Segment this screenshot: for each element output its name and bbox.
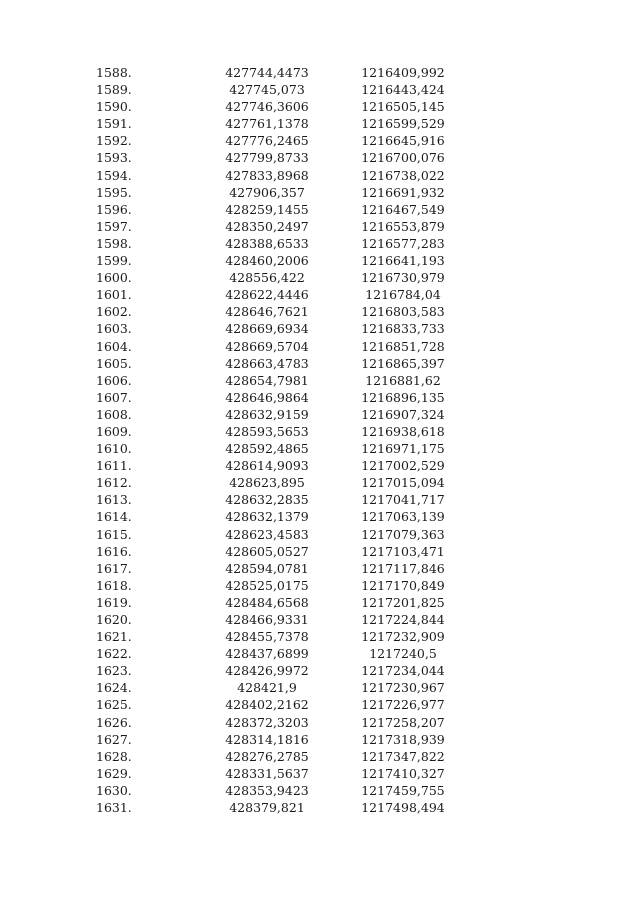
x-coordinate: 427833,8968	[225, 167, 309, 183]
point-number: 1604.	[96, 338, 132, 354]
y-coordinate: 1216881,62	[365, 372, 441, 388]
x-coordinate: 428556,422	[229, 270, 305, 286]
y-coordinate: 1216938,618	[361, 423, 445, 439]
x-coordinate: 428622,4446	[225, 287, 309, 303]
table-row	[96, 269, 478, 286]
table-row	[96, 799, 478, 816]
y-coordinate: 1216971,175	[361, 441, 445, 457]
point-number: 1614.	[96, 509, 132, 525]
point-number: 1612.	[96, 475, 132, 491]
x-coordinate: 428331,5637	[225, 765, 309, 781]
point-number: 1615.	[96, 526, 132, 542]
y-coordinate: 1216409,992	[361, 65, 445, 80]
table-row	[96, 132, 478, 149]
table-row	[96, 355, 478, 372]
table-row	[96, 338, 478, 355]
table-row	[96, 64, 478, 81]
x-coordinate: 428623,895	[229, 475, 305, 491]
coordinate-table	[96, 64, 478, 816]
point-number: 1607.	[96, 389, 132, 405]
y-coordinate: 1216645,916	[361, 133, 445, 149]
table-row	[96, 560, 478, 577]
x-coordinate: 428623,4583	[225, 526, 309, 542]
table-row	[96, 149, 478, 166]
y-coordinate: 1217103,471	[361, 543, 445, 559]
table-row	[96, 286, 478, 303]
x-coordinate: 428669,6934	[225, 321, 309, 337]
y-coordinate: 1217240,5	[369, 646, 437, 662]
y-coordinate: 1217015,094	[361, 475, 445, 491]
point-number: 1598.	[96, 235, 132, 251]
point-number: 1630.	[96, 782, 132, 798]
point-number: 1605.	[96, 355, 132, 371]
point-number: 1603.	[96, 321, 132, 337]
table-row	[96, 543, 478, 560]
x-coordinate: 428259,1455	[225, 201, 309, 217]
point-number: 1617.	[96, 560, 132, 576]
x-coordinate: 427906,357	[229, 184, 305, 200]
point-number: 1599.	[96, 253, 132, 269]
x-coordinate: 428421,9	[237, 680, 297, 696]
point-number: 1611.	[96, 458, 132, 474]
x-coordinate: 428592,4865	[225, 441, 309, 457]
x-coordinate: 428646,7621	[225, 304, 309, 320]
y-coordinate: 1217041,717	[361, 492, 445, 508]
table-row	[96, 491, 478, 508]
x-coordinate: 428466,9331	[225, 612, 309, 627]
y-coordinate: 1217347,822	[361, 748, 445, 764]
table-row	[96, 474, 478, 491]
y-coordinate: 1217318,939	[361, 731, 445, 747]
point-number: 1629.	[96, 765, 132, 781]
y-coordinate: 1216730,979	[361, 270, 445, 286]
x-coordinate: 428276,2785	[225, 748, 309, 764]
table-row	[96, 406, 478, 423]
y-coordinate: 1216505,145	[361, 99, 445, 115]
point-number: 1600.	[96, 270, 132, 286]
x-coordinate: 428314,1816	[225, 731, 309, 747]
x-coordinate: 428379,821	[229, 800, 305, 816]
point-number: 1596.	[96, 201, 132, 217]
table-row	[96, 389, 478, 406]
y-coordinate: 1217232,909	[361, 629, 445, 645]
point-number: 1624.	[96, 680, 132, 696]
y-coordinate: 1217230,967	[361, 680, 445, 696]
point-number: 1595.	[96, 184, 132, 200]
y-coordinate: 1217410,327	[361, 765, 445, 781]
x-coordinate: 427761,1378	[225, 116, 309, 132]
table-row	[96, 303, 478, 320]
y-coordinate: 1216691,932	[361, 184, 445, 200]
point-number: 1610.	[96, 441, 132, 457]
table-row	[96, 679, 478, 696]
y-coordinate: 1216907,324	[361, 406, 445, 422]
x-coordinate: 428593,5653	[225, 423, 309, 439]
y-coordinate: 1216784,04	[365, 287, 441, 303]
y-coordinate: 1217459,755	[361, 782, 445, 798]
x-coordinate: 428388,6533	[225, 235, 309, 251]
y-coordinate: 1216865,397	[361, 355, 445, 371]
point-number: 1628.	[96, 748, 132, 764]
x-coordinate: 428632,2835	[225, 492, 309, 508]
table-row	[96, 594, 478, 611]
coordinate-table-body	[96, 64, 478, 816]
table-row	[96, 765, 478, 782]
table-row	[96, 782, 478, 799]
table-row	[96, 167, 478, 184]
table-row	[96, 440, 478, 457]
x-coordinate: 428350,2497	[225, 218, 309, 234]
y-coordinate: 1216641,193	[361, 253, 445, 269]
table-row	[96, 115, 478, 132]
table-row	[96, 748, 478, 765]
y-coordinate: 1216700,076	[361, 150, 445, 166]
table-row	[96, 577, 478, 594]
table-row	[96, 457, 478, 474]
x-coordinate: 428632,9159	[225, 406, 309, 422]
table-row	[96, 201, 478, 218]
y-coordinate: 1216851,728	[361, 338, 445, 354]
table-row	[96, 252, 478, 269]
point-number: 1602.	[96, 304, 132, 320]
point-number: 1619.	[96, 594, 132, 610]
point-number: 1592.	[96, 133, 132, 149]
x-coordinate: 428372,3203	[225, 714, 309, 730]
x-coordinate: 428646,9864	[225, 389, 309, 405]
y-coordinate: 1217224,844	[361, 612, 445, 627]
y-coordinate: 1217063,139	[361, 509, 445, 525]
point-number: 1616.	[96, 543, 132, 559]
point-number: 1597.	[96, 218, 132, 234]
table-row	[96, 218, 478, 235]
y-coordinate: 1216577,283	[361, 235, 445, 251]
y-coordinate: 1216553,879	[361, 218, 445, 234]
table-row	[96, 184, 478, 201]
y-coordinate: 1216833,733	[361, 321, 445, 337]
y-coordinate: 1216896,135	[361, 389, 445, 405]
x-coordinate: 428669,5704	[225, 338, 309, 354]
x-coordinate: 427744,4473	[225, 65, 309, 80]
point-number: 1620.	[96, 612, 132, 627]
x-coordinate: 428525,0175	[225, 577, 309, 593]
x-coordinate: 427776,2465	[225, 133, 309, 149]
y-coordinate: 1217079,363	[361, 526, 445, 542]
point-number: 1588.	[96, 65, 132, 80]
x-coordinate: 428426,9972	[225, 663, 309, 679]
table-row	[96, 526, 478, 543]
point-number: 1622.	[96, 646, 132, 662]
table-row	[96, 372, 478, 389]
table-row	[96, 696, 478, 713]
table-row	[96, 98, 478, 115]
table-row	[96, 714, 478, 731]
y-coordinate: 1217201,825	[361, 594, 445, 610]
x-coordinate: 428605,0527	[225, 543, 309, 559]
y-coordinate: 1217498,494	[361, 800, 445, 816]
point-number: 1591.	[96, 116, 132, 132]
point-number: 1589.	[96, 82, 132, 98]
table-row	[96, 81, 478, 98]
point-number: 1609.	[96, 423, 132, 439]
table-row	[96, 611, 478, 628]
point-number: 1631.	[96, 800, 132, 816]
point-number: 1594.	[96, 167, 132, 183]
y-coordinate: 1217234,044	[361, 663, 445, 679]
x-coordinate: 428460,2006	[225, 253, 309, 269]
y-coordinate: 1217170,849	[361, 577, 445, 593]
y-coordinate: 1216803,583	[361, 304, 445, 320]
point-number: 1626.	[96, 714, 132, 730]
table-row	[96, 645, 478, 662]
x-coordinate: 428484,6568	[225, 594, 309, 610]
point-number: 1621.	[96, 629, 132, 645]
point-number: 1590.	[96, 99, 132, 115]
table-row	[96, 423, 478, 440]
point-number: 1593.	[96, 150, 132, 166]
x-coordinate: 428353,9423	[225, 782, 309, 798]
point-number: 1601.	[96, 287, 132, 303]
point-number: 1613.	[96, 492, 132, 508]
table-row	[96, 320, 478, 337]
y-coordinate: 1216599,529	[361, 116, 445, 132]
y-coordinate: 1217226,977	[361, 697, 445, 713]
point-number: 1625.	[96, 697, 132, 713]
point-number: 1623.	[96, 663, 132, 679]
y-coordinate: 1217002,529	[361, 458, 445, 474]
x-coordinate: 428663,4783	[225, 355, 309, 371]
x-coordinate: 428455,7378	[225, 629, 309, 645]
table-row	[96, 235, 478, 252]
x-coordinate: 428437,6899	[225, 646, 309, 662]
x-coordinate: 428654,7981	[225, 372, 309, 388]
y-coordinate: 1216443,424	[361, 82, 445, 98]
x-coordinate: 428594,0781	[225, 560, 309, 576]
x-coordinate: 428614,9093	[225, 458, 309, 474]
point-number: 1606.	[96, 372, 132, 388]
x-coordinate: 428402,2162	[225, 697, 309, 713]
x-coordinate: 427746,3606	[225, 99, 309, 115]
x-coordinate: 427745,073	[229, 82, 305, 98]
x-coordinate: 428632,1379	[225, 509, 309, 525]
point-number: 1618.	[96, 577, 132, 593]
table-row	[96, 731, 478, 748]
table-row	[96, 662, 478, 679]
table-row	[96, 508, 478, 525]
point-number: 1627.	[96, 731, 132, 747]
y-coordinate: 1216467,549	[361, 201, 445, 217]
point-number: 1608.	[96, 406, 132, 422]
x-coordinate: 427799,8733	[225, 150, 309, 166]
y-coordinate: 1217117,846	[361, 560, 445, 576]
y-coordinate: 1216738,022	[361, 167, 445, 183]
y-coordinate: 1217258,207	[361, 714, 445, 730]
table-row	[96, 628, 478, 645]
